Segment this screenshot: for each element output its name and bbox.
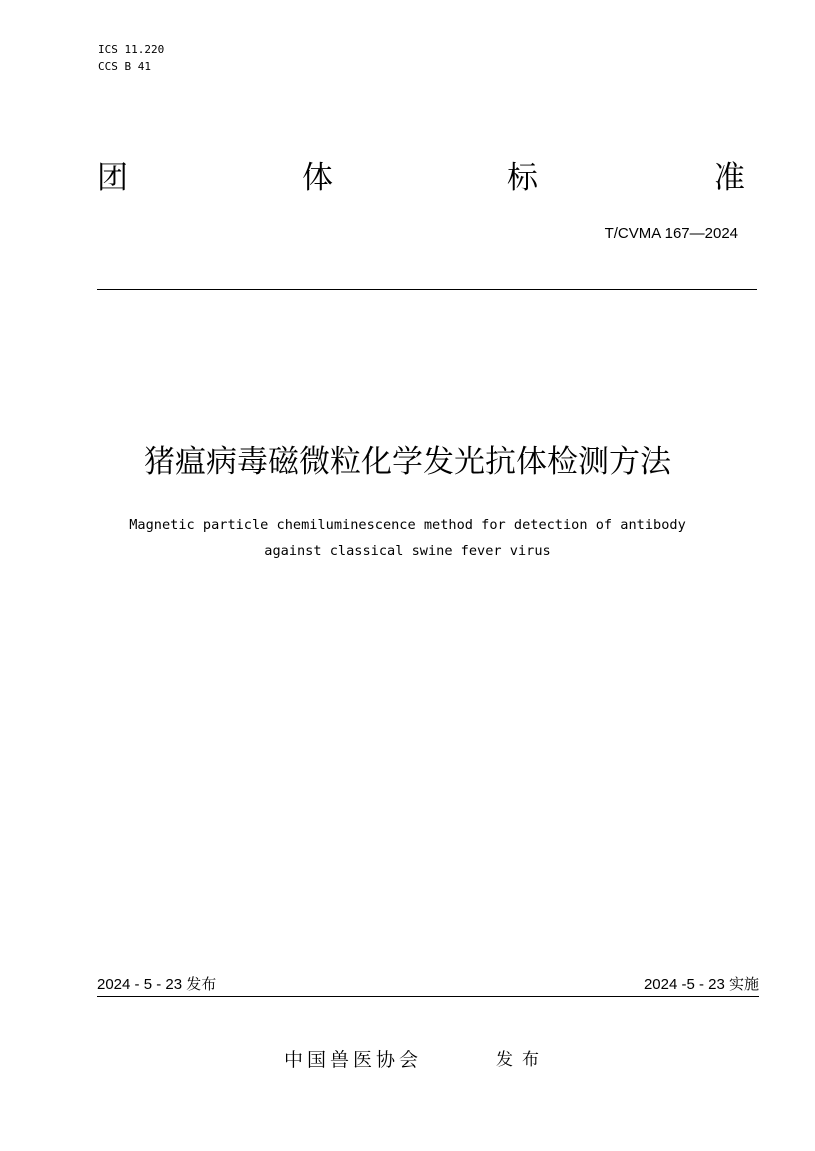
standard-type-char: 团: [97, 160, 128, 196]
document-title-chinese: 猪瘟病毒磁微粒化学发光抗体检测方法: [144, 444, 671, 480]
implementation-date: 2024 -5 - 23 实施: [643, 976, 759, 993]
standard-type-heading: [97, 158, 745, 198]
ics-code: ICS 11.220: [98, 43, 165, 56]
english-title-line: Magnetic particle chemiluminescence method for detection of antibody: [129, 517, 686, 533]
standard-type-char: 标: [507, 160, 538, 196]
header-divider: [97, 289, 757, 290]
dates-row: [97, 974, 759, 997]
classification-codes: [98, 41, 164, 75]
document-title-english: [0, 512, 815, 564]
standard-number: T/CVMA 167—2024: [604, 225, 738, 242]
publisher-name: 中国兽医协会: [284, 1049, 423, 1071]
publish-date: 2024 - 5 - 23 发布: [97, 976, 217, 993]
standard-type-char: 准: [714, 160, 745, 196]
ccs-code: CCS B 41: [98, 60, 151, 73]
publisher-action: 发布: [496, 1050, 548, 1070]
standard-type-char: 体: [302, 160, 333, 196]
english-title-line: against classical swine fever virus: [264, 543, 551, 559]
